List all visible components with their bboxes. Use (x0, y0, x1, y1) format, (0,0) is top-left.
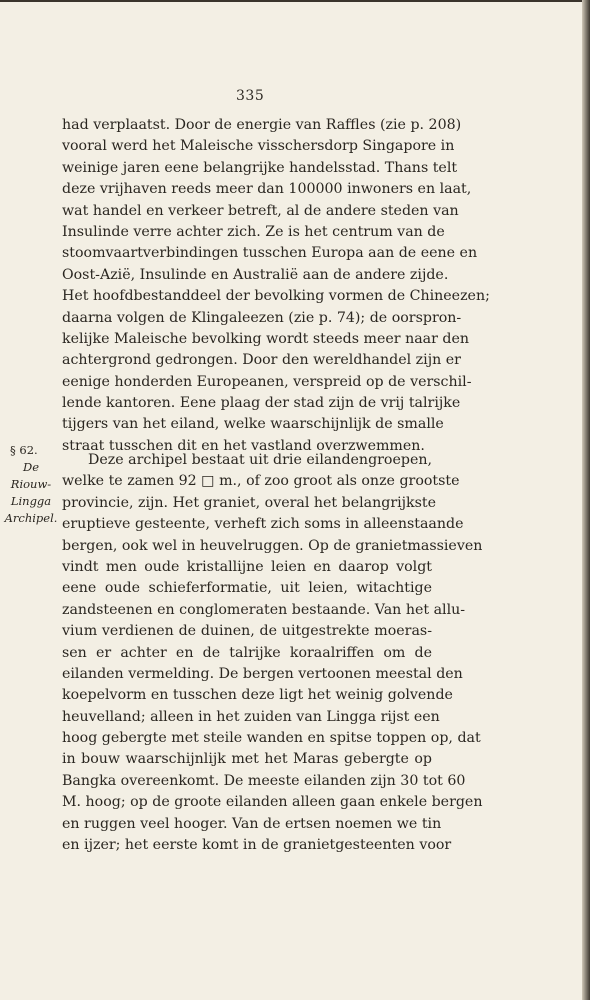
text-line: vooral werd het Maleische visschersdorp Singapore in (62, 138, 455, 155)
text-line: vindt men oude kristallijne leien en daarop volgt (62, 558, 432, 575)
text-line: Het hoofdbestanddeel der bevolking vormen de Chineezen; (62, 288, 490, 305)
text-line: bergen, ook wel in heuvelruggen. Op de granietmassieven (62, 537, 483, 554)
text-line: kelijke Maleische bevolking wordt steeds meer naar den (62, 330, 470, 347)
text-line: weinige jaren eene belangrijke handelsstad. Thans telt (62, 159, 458, 176)
text-line: eene oude schieferformatie, uit leien, witachtige (62, 580, 432, 597)
text-line: vium verdienen de duinen, de uitgestrekte moeras- (62, 623, 432, 640)
text-line: tijgers van het eiland, welke waarschijnlijk de smalle (62, 416, 444, 433)
text-line: en ijzer; het eerste komt in de granietgesteenten voor (62, 837, 452, 854)
text-line: straat tusschen dit en het vastland overzwemmen. (62, 437, 425, 454)
margin-title-line: Lingga (10, 494, 52, 508)
text-line: had verplaatst. Door de energie van Raffles (zie p. 208) (62, 117, 462, 133)
text-line: deze vrijhaven reeds meer dan 100000 inwoners en laat, (62, 181, 472, 198)
text-line: Insulinde verre achter zich. Ze is het centrum van de (62, 223, 445, 240)
paragraph-singapore (62, 115, 490, 457)
text-line: achtergrond gedrongen. Door den wereldhandel zijn er (62, 352, 461, 369)
text-line: lende kantoren. Eene plaag der stad zijn de vrij talrijke (62, 395, 461, 412)
text-line: provincie, zijn. Het graniet, overal het belangrijkste (62, 494, 437, 511)
section-number: § 62. (10, 443, 38, 457)
text-line: eilanden vermelding. De bergen vertoonen meestal den (62, 665, 463, 682)
text-line: wat handel en verkeer betreft, al de andere steden van (62, 202, 459, 219)
margin-title-line: De Riouw- (10, 460, 52, 491)
page-number: 335 (236, 88, 265, 104)
text-line: heuvelland; alleen in het zuiden van Lingga rijst een (62, 708, 440, 725)
text-line: Deze archipel bestaat uit drie eilandengroepen, (88, 452, 432, 468)
margin-title-line: Archipel. (4, 511, 58, 525)
text-line: sen er achter en de talrijke koraalriffen om de (62, 644, 432, 661)
text-line: en ruggen veel hooger. Van de ertsen noemen we tin (62, 815, 442, 832)
paragraph-riouw-lingga (62, 450, 483, 856)
text-line: daarna volgen de Klingaleezen (zie p. 74); de oorspron- (62, 309, 462, 326)
text-line: in bouw waarschijnlijk met het Maras gebergte op (62, 751, 432, 768)
text-line: Bangka overeenkomt. De meeste eilanden zijn 30 tot 60 (62, 772, 466, 789)
text-line: zandsteenen en conglomeraten bestaande. Van het allu- (62, 601, 466, 618)
text-line: eruptieve gesteente, verheft zich soms in alleenstaande (62, 516, 464, 533)
text-line: eenige honderden Europeanen, verspreid op de verschil- (62, 373, 472, 390)
text-line: stoomvaartverbindingen tusschen Europa aan de eene en (62, 245, 478, 262)
text-line: hoog gebergte met steile wanden en spitse toppen op, dat (62, 730, 481, 747)
text-line: welke te zamen 92 □ m., of zoo groot als onze grootste (62, 473, 460, 490)
text-line: Oost-Azië, Insulinde en Australië aan de andere zijde. (62, 266, 449, 283)
text-line: M. hoog; op de groote eilanden alleen gaan enkele bergen (62, 794, 483, 811)
text-line: koepelvorm en tusschen deze ligt het weinig golvende (62, 687, 453, 704)
margin-note (2, 442, 60, 527)
